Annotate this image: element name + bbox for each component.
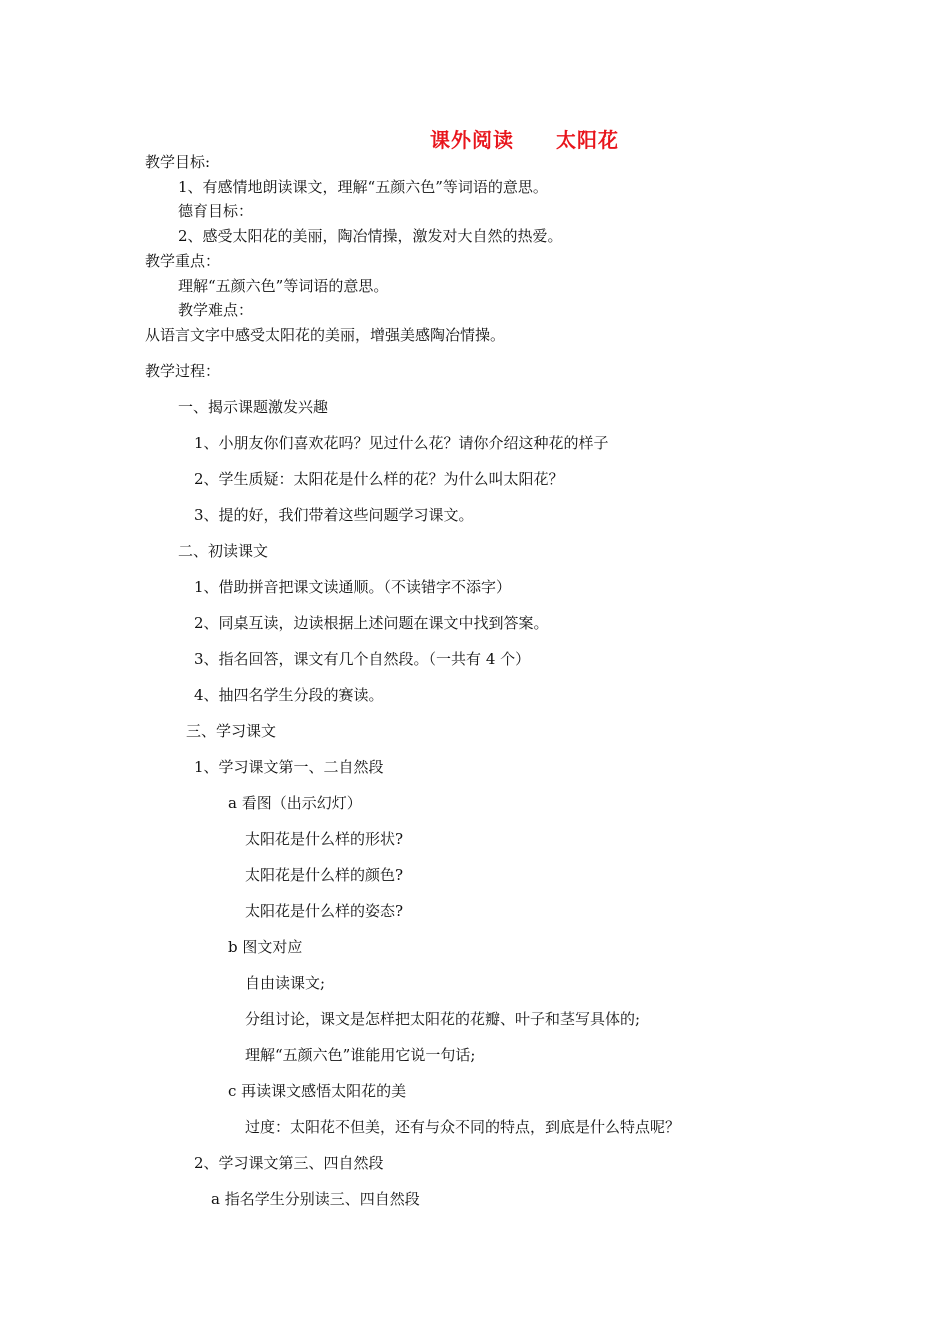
part-2-a: a 指名学生分别读三、四自然段 (211, 1190, 420, 1208)
moral-objective-heading: 德育目标： (178, 202, 254, 220)
step-2-item-2: 2、同桌互读，边读根据上述问题在课文中找到答案。 (194, 614, 549, 632)
step-1-heading: 一、揭示课题激发兴趣 (178, 398, 329, 416)
part-1-c: c 再读课文感悟太阳花的美 (228, 1082, 407, 1100)
section-heading-key-points: 教学重点： (145, 252, 221, 270)
understand-word: 理解“五颜六色”谁能用它说一句话; (245, 1046, 476, 1064)
section-heading-objectives: 教学目标: (145, 153, 211, 171)
step-3-heading: 三、学习课文 (186, 722, 277, 740)
section-heading-process: 教学过程： (145, 362, 221, 380)
free-reading: 自由读课文; (245, 974, 326, 992)
step-1-item-2: 2、学生质疑：太阳花是什么样的花？为什么叫太阳花？ (194, 470, 564, 488)
part-1-b: b 图文对应 (228, 938, 303, 956)
step-1-item-1: 1、小朋友你们喜欢花吗？见过什么花？请你介绍这种花的样子 (194, 434, 609, 452)
step-3-part-2: 2、学习课文第三、四自然段 (194, 1154, 384, 1172)
objective-1: 1、有感情地朗读课文，理解“五颜六色”等词语的意思。 (178, 178, 548, 196)
step-2-heading: 二、初读课文 (178, 542, 269, 560)
step-2-item-4: 4、抽四名学生分段的赛读。 (194, 686, 384, 704)
objective-2: 2、感受太阳花的美丽，陶冶情操，激发对大自然的热爱。 (178, 227, 563, 245)
difficulty-heading: 教学难点： (178, 301, 254, 319)
document-title: 课外阅读 太阳花 (430, 128, 619, 152)
question-shape: 太阳花是什么样的形状? (245, 830, 404, 848)
step-2-item-1: 1、借助拼音把课文读通顺。（不读错字不添字） (194, 578, 512, 596)
step-2-item-3: 3、指名回答，课文有几个自然段。（一共有 4 个） (194, 650, 531, 668)
step-1-item-3: 3、提的好，我们带着这些问题学习课文。 (194, 506, 474, 524)
question-color: 太阳花是什么样的颜色? (245, 866, 404, 884)
group-discussion: 分组讨论，课文是怎样把太阳花的花瓣、叶子和茎写具体的; (245, 1010, 641, 1028)
step-3-part-1: 1、学习课文第一、二自然段 (194, 758, 384, 776)
key-point: 理解“五颜六色”等词语的意思。 (178, 277, 389, 295)
question-posture: 太阳花是什么样的姿态? (245, 902, 404, 920)
transition-text: 过度：太阳花不但美，还有与众不同的特点，到底是什么特点呢？ (245, 1118, 681, 1136)
difficulty-text: 从语言文字中感受太阳花的美丽，增强美感陶冶情操。 (145, 326, 506, 344)
part-1-a: a 看图（出示幻灯） (228, 794, 362, 812)
